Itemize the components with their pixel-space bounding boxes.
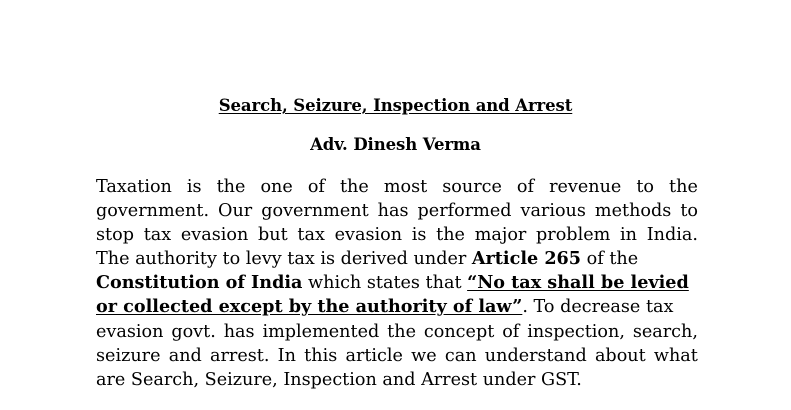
word: has — [223, 321, 255, 342]
word: evasion — [96, 321, 164, 342]
word: performed — [417, 201, 512, 222]
word: has — [377, 201, 409, 222]
word: Our — [218, 201, 253, 222]
body-paragraph — [96, 175, 698, 392]
text-run: . To decrease tax — [522, 297, 674, 318]
paragraph-line-7 — [96, 320, 698, 344]
word: the — [216, 177, 246, 197]
word: to — [680, 201, 698, 222]
word: government. — [96, 201, 210, 222]
paragraph-line-5 — [96, 271, 698, 295]
word: concept — [423, 321, 495, 342]
word: can — [444, 345, 477, 366]
word: this — [304, 345, 338, 366]
word: the — [436, 225, 465, 246]
word: search, — [632, 321, 698, 342]
word: In — [277, 345, 296, 366]
word: and — [168, 345, 202, 366]
word: of — [307, 177, 325, 197]
paragraph-line-1 — [96, 175, 698, 199]
word: evasion — [180, 225, 249, 246]
word: stop — [96, 225, 134, 246]
word: evasion — [334, 225, 403, 246]
word: methods — [594, 201, 672, 222]
word: understand — [484, 345, 587, 366]
word: seizure — [96, 345, 161, 366]
word: most — [383, 177, 428, 197]
word: major — [474, 225, 527, 246]
word: of — [516, 177, 535, 197]
paragraph-line-9: are Search, Seizure, Inspection and Arrest under GST. — [96, 369, 582, 390]
constitution-reference: Constitution of India — [96, 272, 303, 294]
word: inspection, — [527, 321, 625, 342]
paragraph-line-4 — [96, 247, 698, 271]
quoted-article-text-continued: or collected except by the authority of law” — [96, 296, 523, 318]
paragraph-line-6 — [96, 295, 698, 319]
article-reference: Article 265 — [471, 248, 582, 270]
text-run: The authority to levy tax is derived under — [96, 249, 472, 270]
text-run: which states that — [302, 273, 468, 294]
word: India. — [646, 225, 698, 246]
author-name: Adv. Dinesh Verma — [310, 135, 481, 154]
word: is — [186, 177, 202, 197]
word: revenue — [549, 177, 622, 197]
word: implemented — [262, 321, 380, 342]
word: govt. — [171, 321, 216, 342]
paragraph-line-2 — [96, 199, 698, 223]
word: about — [594, 345, 646, 366]
word: we — [411, 345, 437, 366]
word: tax — [143, 225, 172, 246]
page-title: Search, Seizure, Inspection and Arrest — [218, 96, 573, 115]
word: Taxation — [96, 177, 172, 197]
word: but — [258, 225, 288, 246]
word: is — [411, 225, 427, 246]
word: arrest. — [210, 345, 270, 366]
word: article — [345, 345, 403, 366]
word: the — [669, 177, 698, 197]
word: one — [260, 177, 293, 197]
paragraph-line-8 — [96, 344, 698, 368]
word: the — [339, 177, 369, 197]
word: various — [520, 201, 586, 222]
word: the — [387, 321, 416, 342]
word: to — [636, 177, 655, 197]
word: what — [653, 345, 698, 366]
word: tax — [297, 225, 325, 246]
word: problem — [536, 225, 611, 246]
text-run: of the — [581, 249, 639, 270]
word: government — [261, 201, 369, 222]
quoted-article-text: “No tax shall be levied — [467, 272, 689, 294]
word: of — [502, 321, 520, 342]
word: in — [620, 225, 637, 246]
word: source — [442, 177, 502, 197]
paragraph-line-3 — [96, 223, 698, 247]
